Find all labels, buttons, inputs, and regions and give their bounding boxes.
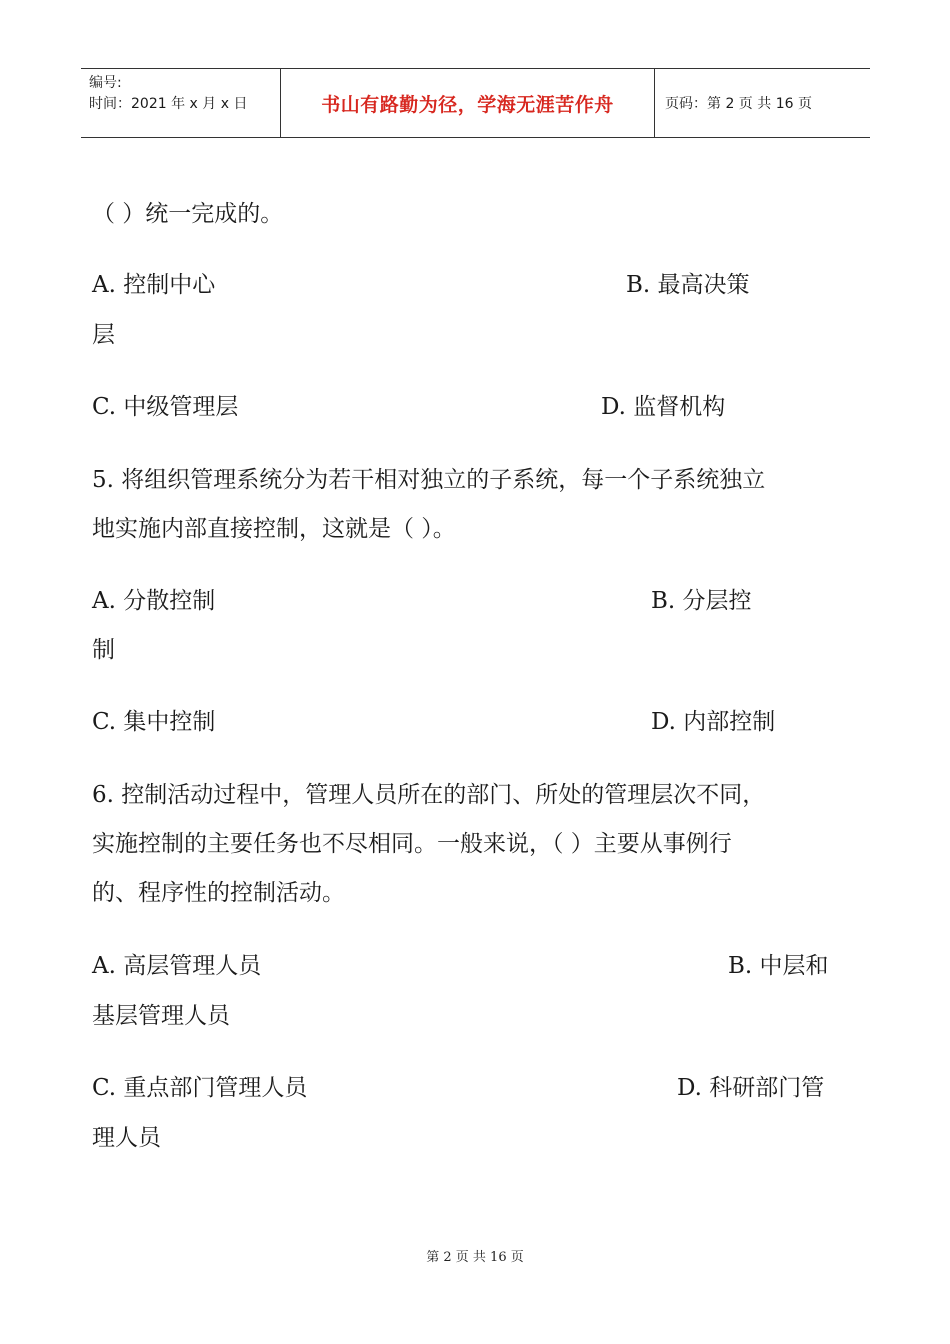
page-footer: 第 2 页 共 16 页 bbox=[426, 1250, 524, 1265]
question-4-option-b: B. 最高决策 bbox=[626, 272, 750, 298]
question-6-option-b-wrap: 基层管理人员 bbox=[92, 1003, 230, 1029]
question-6-option-d-wrap: 理人员 bbox=[92, 1125, 161, 1151]
question-6-stem: 6. 控制活动过程中，管理人员所在的部门、所处的管理层次不同， bbox=[92, 782, 766, 808]
question-5-option-c: C. 集中控制 bbox=[92, 709, 216, 735]
header-meta bbox=[81, 69, 281, 137]
question-4-option-c: C. 中级管理层 bbox=[92, 394, 239, 420]
question-5-stem-wrap: 地实施内部直接控制，这就是（ ）。 bbox=[92, 516, 456, 542]
question-4-stem-end: （ ）统一完成的。 bbox=[92, 201, 284, 227]
question-5-option-d: D. 内部控制 bbox=[651, 709, 776, 735]
question-4-option-a: A. 控制中心 bbox=[92, 272, 216, 298]
question-5-option-b: B. 分层控 bbox=[651, 588, 752, 614]
header-motto: 书山有路勤为径，学海无涯苦作舟 bbox=[281, 69, 655, 137]
question-5-option-b-wrap: 制 bbox=[92, 637, 115, 663]
question-6-option-c: C. 重点部门管理人员 bbox=[92, 1075, 308, 1101]
document-number-label: 编号: bbox=[89, 75, 122, 91]
document-time-label: 时间：2021 年 x 月 x 日 bbox=[89, 96, 248, 112]
question-4-option-d: D. 监督机构 bbox=[601, 394, 726, 420]
question-6-option-a: A. 高层管理人员 bbox=[92, 953, 262, 979]
question-6-stem-wrap-2: 的、程序性的控制活动。 bbox=[92, 880, 345, 906]
question-5-option-a: A. 分散控制 bbox=[92, 588, 216, 614]
question-5-stem: 5. 将组织管理系统分为若干相对独立的子系统，每一个子系统独立 bbox=[92, 467, 766, 493]
question-4-option-b-wrap: 层 bbox=[92, 322, 115, 348]
question-6-option-b: B. 中层和 bbox=[728, 953, 829, 979]
page-header bbox=[81, 68, 870, 138]
header-page-label: 页码：第 2 页 共 16 页 bbox=[665, 96, 812, 112]
question-6-option-d: D. 科研部门管 bbox=[677, 1075, 825, 1101]
question-6-stem-wrap-1: 实施控制的主要任务也不尽相同。一般来说，（ ）主要从事例行 bbox=[92, 831, 732, 857]
